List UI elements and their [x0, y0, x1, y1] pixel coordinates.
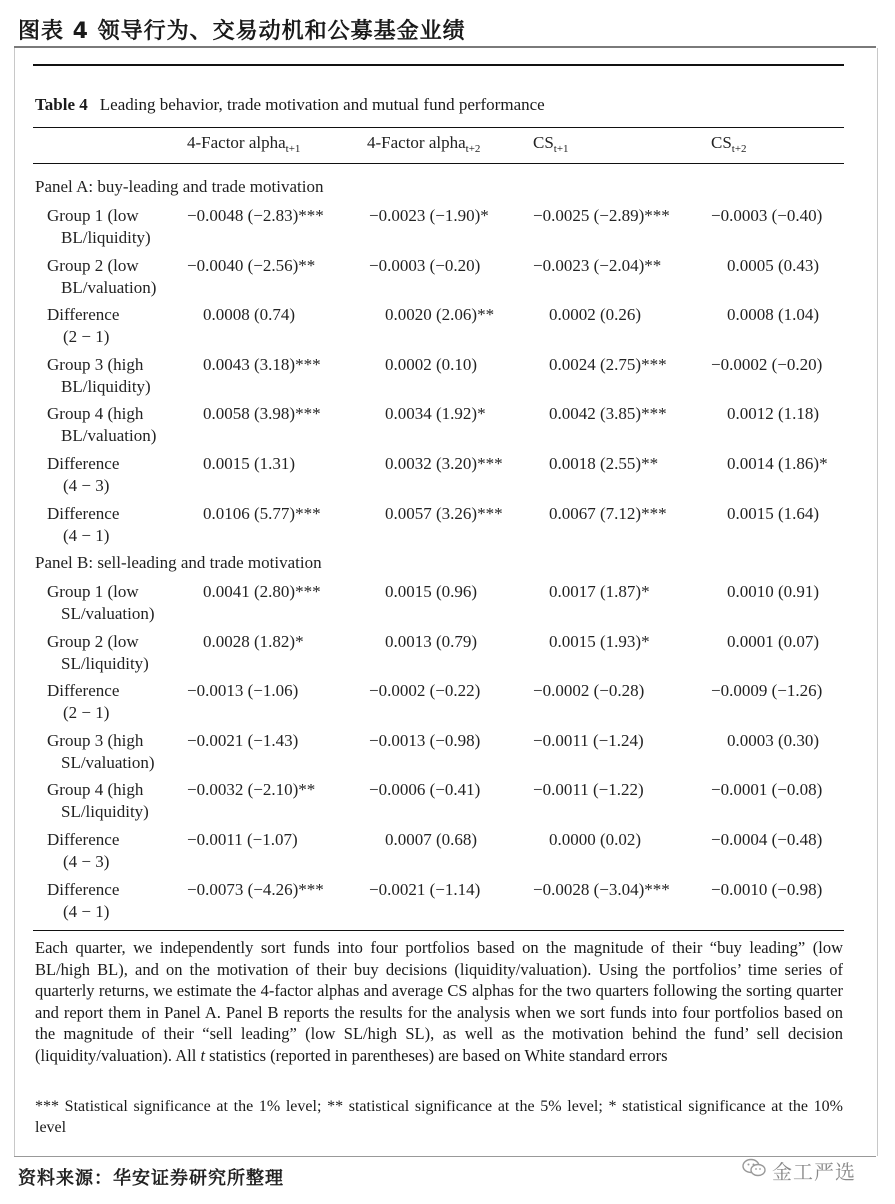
watermark-text: 金工严选 [772, 1160, 856, 1184]
table-cell: 0.0014 (1.86)* [727, 454, 828, 473]
row-label [47, 680, 119, 724]
table-cell: −0.0004 (−0.48) [711, 830, 823, 849]
panel-a-title: Panel A: buy-leading and trade motivation [35, 177, 324, 196]
panel-b-title: Panel B: sell-leading and trade motivation [35, 553, 322, 572]
column-header-cs-t2: $CS_{t+2}$ [711, 133, 747, 155]
table-cell: 0.0032 (3.20)*** [385, 454, 503, 473]
table-bottom-rule [33, 930, 844, 931]
table-cell: −0.0025 (−2.89)*** [533, 206, 670, 225]
table-cell: 0.0041 (2.80)*** [203, 582, 321, 601]
row-label-line-1: Group 3 (high [47, 354, 144, 374]
table-cell: −0.0013 (−1.06) [187, 681, 299, 701]
row-label-line-2: SL/valuation) [61, 604, 155, 623]
table-cell: 0.0007 (0.68) [385, 830, 478, 849]
table-cell: −0.0013 (−0.98) [369, 730, 481, 750]
table-cell: −0.0010 (−0.98) [711, 879, 823, 899]
table-cell: 0.0017 (1.87)* [549, 582, 650, 601]
row-label-line-2: SL/valuation) [61, 752, 155, 772]
table-cell: −0.0032 (−2.10)** [187, 780, 316, 800]
row-label-line-1: Group 1 (low [47, 582, 139, 601]
row-label-line-1: Difference [47, 503, 120, 523]
table-cell: 0.0018 (2.55)** [549, 454, 659, 473]
table-cell: 0.0034 (1.92)* [385, 404, 486, 424]
table-cell: 0.0028 (1.82)* [203, 631, 304, 651]
table-row [0, 453, 895, 501]
row-label-line-2: (4 − 1) [63, 901, 110, 921]
row-label-line-1: Group 1 (low [47, 206, 139, 225]
watermark [742, 1156, 872, 1184]
notes-part-2: statistics (reported in parentheses) are based on White standard errors [205, 1045, 668, 1065]
row-label [47, 503, 119, 547]
table-caption-label: Table 4 [35, 95, 88, 114]
significance-note: *** Statistical significance at the 1% level; ** statistical significance at the 5% level; * statistical significance at the 10% level [35, 1098, 843, 1136]
table-row [0, 205, 895, 253]
table-cell: 0.0005 (0.43) [727, 255, 820, 275]
row-label-line-2: BL/liquidity) [61, 376, 151, 396]
figure-title: 图表 4 领导行为、交易动机和公募基金业绩 [18, 19, 466, 44]
table-cell: 0.0043 (3.18)*** [203, 354, 321, 374]
row-label [47, 631, 149, 675]
header-top-rule [33, 127, 844, 128]
table-cell: −0.0011 (−1.07) [187, 830, 298, 849]
row-label-line-1: Difference [47, 454, 120, 473]
row-label [47, 255, 156, 299]
row-label-line-2: BL/liquidity) [61, 228, 151, 247]
table-cell: 0.0002 (0.26) [549, 305, 642, 325]
notes-t-symbol: t [200, 1045, 206, 1065]
table-cell: −0.0023 (−2.04)** [533, 255, 662, 275]
table-cell: −0.0002 (−0.28) [533, 681, 645, 701]
row-label [47, 403, 156, 447]
row-label-line-1: Difference [47, 830, 120, 849]
row-label-line-2: SL/liquidity) [61, 653, 149, 673]
table-cell: 0.0013 (0.79) [385, 631, 478, 651]
row-label [47, 581, 154, 625]
table-cell: −0.0023 (−1.90)* [369, 206, 489, 225]
row-label [47, 879, 119, 923]
table-cell: 0.0015 (1.64) [727, 503, 820, 523]
table-cell: −0.0011 (−1.22) [533, 780, 644, 800]
table-row [0, 829, 895, 877]
table-cell: 0.0106 (5.77)*** [203, 503, 321, 523]
row-label-line-2: (4 − 3) [63, 476, 110, 495]
row-label-line-2: (4 − 3) [63, 852, 110, 871]
table-cell: −0.0040 (−2.56)** [187, 255, 316, 275]
source-note: 资料来源：华安证券研究所整理 [18, 1168, 284, 1189]
row-label [47, 205, 151, 249]
table-row [0, 403, 895, 451]
table-row [0, 503, 895, 551]
wechat-icon [742, 1158, 766, 1178]
row-label [47, 453, 119, 497]
table-row [0, 680, 895, 728]
table-row [0, 354, 895, 402]
row-label [47, 354, 151, 398]
table-cell: −0.0006 (−0.41) [369, 780, 481, 800]
row-label [47, 829, 119, 873]
table-row [0, 730, 895, 778]
table-cell: 0.0012 (1.18) [727, 404, 820, 424]
table-cell: −0.0003 (−0.40) [711, 206, 823, 225]
table-cell: 0.0008 (1.04) [727, 305, 820, 325]
table-cell: 0.0002 (0.10) [385, 354, 478, 374]
row-label-line-1: Group 2 (low [47, 255, 139, 275]
table-cell: −0.0009 (−1.26) [711, 681, 823, 701]
table-row [0, 879, 895, 927]
table-cell: −0.0002 (−0.22) [369, 681, 481, 701]
table-top-rule [33, 64, 844, 66]
row-label-line-2: (4 − 1) [63, 525, 110, 545]
row-label-line-1: Difference [47, 681, 120, 701]
table-cell: −0.0048 (−2.83)*** [187, 206, 324, 225]
table-cell: −0.0073 (−4.26)*** [187, 879, 324, 899]
table-notes [35, 937, 843, 1066]
row-label-line-2: (2 − 1) [63, 703, 110, 723]
table-cell: −0.0003 (−0.20) [369, 255, 481, 275]
table-row [0, 631, 895, 679]
row-label-line-2: BL/valuation) [61, 277, 157, 297]
row-label-line-1: Difference [47, 879, 120, 899]
table-cell: 0.0058 (3.98)*** [203, 404, 321, 424]
table-row [0, 255, 895, 303]
table-cell: 0.0042 (3.85)*** [549, 404, 667, 424]
table-cell: −0.0021 (−1.43) [187, 730, 299, 750]
row-label [47, 779, 149, 823]
table-cell: 0.0057 (3.26)*** [385, 503, 503, 523]
table-cell: −0.0002 (−0.20) [711, 354, 823, 374]
table-cell: −0.0028 (−3.04)*** [533, 879, 670, 899]
column-header-alpha-t2: 4-Factor alpha$_{t+2}$ [367, 133, 481, 155]
column-header-cs-t1: $CS_{t+1}$ [533, 133, 569, 155]
table-cell: 0.0015 (0.96) [385, 582, 478, 601]
row-label-line-1: Group 4 (high [47, 404, 144, 424]
row-label-line-1: Group 3 (high [47, 730, 144, 750]
table-cell: 0.0003 (0.30) [727, 730, 820, 750]
row-label-line-1: Group 4 (high [47, 780, 144, 800]
table-cell: 0.0001 (0.07) [727, 631, 820, 651]
row-label-line-2: (2 − 1) [63, 327, 110, 347]
table-caption-text: Leading behavior, trade motivation and mutual fund performance [99, 95, 545, 114]
table-cell: 0.0024 (2.75)*** [549, 354, 667, 374]
table-cell: 0.0067 (7.12)*** [549, 503, 667, 523]
table-row [0, 304, 895, 352]
row-label-line-2: SL/liquidity) [61, 802, 149, 822]
table-caption [35, 95, 545, 115]
table-cell: −0.0001 (−0.08) [711, 780, 823, 800]
row-label [47, 304, 119, 348]
table-cell: −0.0011 (−1.24) [533, 730, 644, 750]
notes-part-1: Each quarter, we independently sort funds into four portfolios based on the magnitude of their “buy leading” (low BL/high BL), and on the motivation of their buy decisions (liquidity/valuation). Using the portfolios’ time series of quarterly returns, we estimate the 4-factor alphas and average CS alphas for the two quarters following the sorting quarter and report them in Panel A. Panel B reports the results for the analysis when we sort funds into four portfolios based on the magnitude of their “sell leading” (low SL/high SL), as well as the motivation behind the fund’ sell decision (liquidity/valuation). All [35, 938, 843, 1065]
row-label-line-1: Difference [47, 305, 120, 325]
table-cell: 0.0015 (1.93)* [549, 631, 650, 651]
column-header-alpha-t1: 4-Factor alpha$_{t+1}$ [187, 133, 301, 155]
table-cell: 0.0010 (0.91) [727, 582, 820, 601]
table-row [0, 779, 895, 827]
table-row [0, 581, 895, 629]
row-label-line-2: BL/valuation) [61, 426, 157, 446]
table-cell: 0.0000 (0.02) [549, 830, 642, 849]
row-label [47, 730, 154, 774]
table-cell: −0.0021 (−1.14) [369, 879, 481, 899]
row-label-line-1: Group 2 (low [47, 631, 139, 651]
table-cell: 0.0008 (0.74) [203, 305, 296, 325]
header-bottom-rule [33, 163, 844, 164]
table-cell: 0.0020 (2.06)** [385, 305, 495, 325]
table-cell: 0.0015 (1.31) [203, 454, 296, 473]
